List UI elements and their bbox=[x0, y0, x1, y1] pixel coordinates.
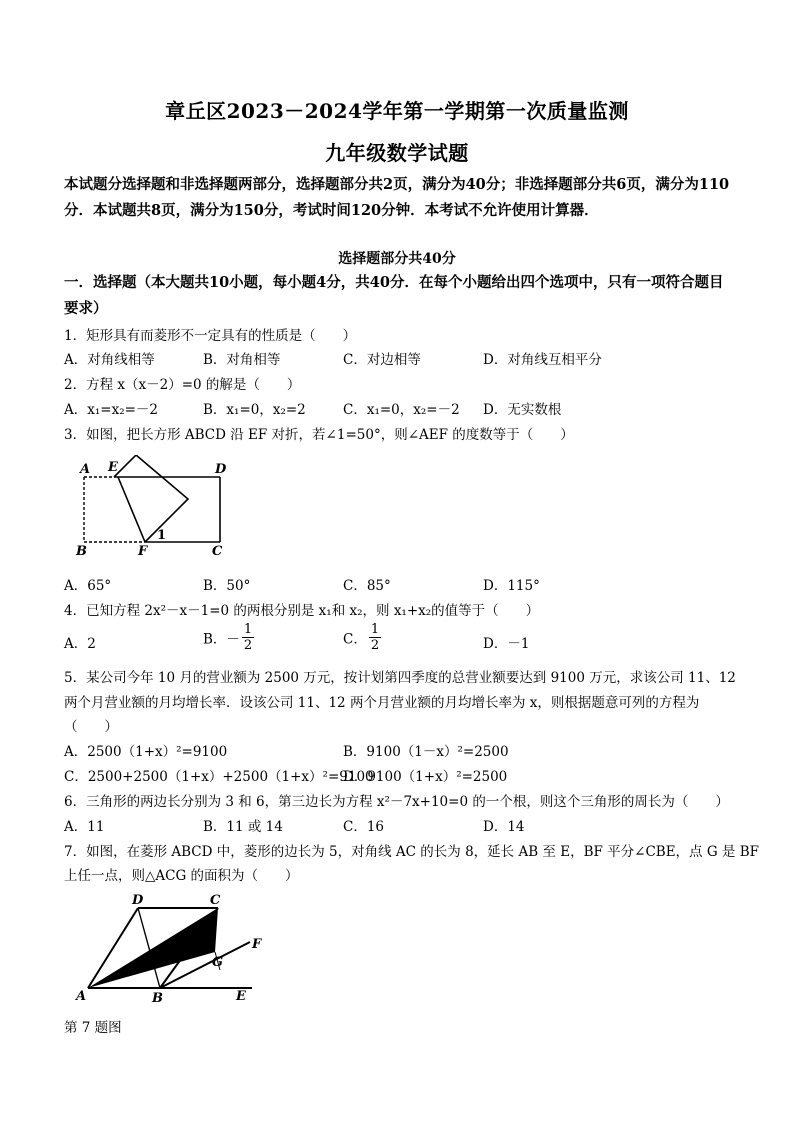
question-5-line-1: 5．某公司今年 10 月的营业额为 2500 万元，按计划第四季度的总营业额要达到 9100 万元，求该公司 11、12 bbox=[64, 670, 736, 686]
label-f: F bbox=[252, 937, 262, 952]
question-1-option-a: A．对角线相等 bbox=[64, 352, 155, 368]
label-d: D bbox=[215, 462, 227, 477]
label-e: E bbox=[236, 989, 246, 1004]
question-4-stem: 4．已知方程 2x²－x－1=0 的两根分别是 x₁和 x₂，则 x₁+x₂的值等于（ ） bbox=[64, 603, 540, 619]
label-c: C bbox=[210, 893, 221, 908]
fraction-numerator: 1 bbox=[243, 622, 253, 637]
label-e: E bbox=[108, 460, 118, 475]
triangle-acg bbox=[88, 908, 218, 988]
question-7-line-2: 上任一点，则△ACG 的面积为（ ） bbox=[64, 868, 299, 884]
section-heading: 选择题部分共40分 bbox=[338, 251, 456, 267]
fraction-denominator: 2 bbox=[243, 638, 253, 653]
label-c: C bbox=[212, 544, 223, 559]
label-b: B bbox=[152, 991, 163, 1006]
exam-instructions: 本试题分选择题和非选择题两部分，选择题部分共2页，满分为40分；非选择题部分共6页，满分为110分．本试题共8页，满分为150分，考试时间120分钟．本考试不允许使用计算器． bbox=[64, 176, 730, 219]
question-3-option-b: B．50° bbox=[203, 578, 251, 594]
question-3-option-a: A．65° bbox=[64, 578, 112, 594]
question-6-stem: 6．三角形的两边长分别为 3 和 6，第三边长为方程 x²－7x+10=0 的一个根，则这个三角形的周长为（ ） bbox=[64, 794, 729, 810]
question-5-line-3: （ ） bbox=[64, 719, 118, 735]
question-4-option-a: A．2 bbox=[64, 636, 96, 652]
exam-title: 章丘区2023－2024学年第一学期第一次质量监测 bbox=[165, 99, 629, 123]
question-1-option-b: B．对角相等 bbox=[203, 352, 281, 368]
question-5-option-a: A．2500（1+x）²=9100 bbox=[64, 744, 228, 760]
question-6-option-a: A．11 bbox=[64, 819, 105, 835]
fraction-denominator: 2 bbox=[370, 638, 380, 653]
label-angle-1: 1 bbox=[157, 528, 167, 543]
exam-subtitle: 九年级数学试题 bbox=[325, 141, 469, 165]
fold-line-ef bbox=[118, 477, 145, 542]
question-2-option-a: A．x₁=x₂=－2 bbox=[64, 402, 159, 418]
question-1-option-c: C．对边相等 bbox=[343, 352, 421, 368]
question-3-figure bbox=[70, 455, 240, 560]
question-4-option-d: D．－1 bbox=[483, 636, 530, 652]
question-6-option-b: B．11 或 14 bbox=[203, 819, 283, 835]
fraction-one-half bbox=[242, 622, 254, 653]
label-f: F bbox=[138, 544, 148, 559]
question-3-stem: 3．如图，把长方形 ABCD 沿 EF 对折，若∠1=50°，则∠AEF 的度数等于（ ） bbox=[64, 427, 574, 443]
question-5-option-c: C．2500+2500（1+x）+2500（1+x）²=9100 bbox=[64, 769, 374, 785]
question-7-caption: 第 7 题图 bbox=[64, 1020, 122, 1036]
question-4-option-c bbox=[343, 622, 383, 653]
label-a: A bbox=[76, 989, 87, 1004]
question-2-option-d: D．无实数根 bbox=[483, 402, 562, 418]
label-g: G bbox=[212, 955, 224, 970]
question-1-stem: 1．矩形具有而菱形不一定具有的性质是（ ） bbox=[64, 328, 357, 344]
question-7-figure bbox=[70, 890, 280, 1010]
question-5-option-d: D．9100（1+x）²=2500 bbox=[343, 769, 508, 785]
option-b-prefix: B．－ bbox=[203, 631, 240, 648]
section-one-heading: 一．选择题（本大题共10小题，每小题4分，共40分．在每个小题给出四个选项中，只有一项符合题目要求） bbox=[64, 274, 724, 317]
question-7-line-1: 7．如图，在菱形 ABCD 中，菱形的边长为 5，对角线 AC 的长为 8，延长 AB 至 E，BF 平分∠CBE，点 G 是 BF bbox=[64, 844, 760, 860]
question-2-option-c: C．x₁=0，x₂=－2 bbox=[343, 402, 460, 418]
label-d: D bbox=[132, 893, 144, 908]
question-5-option-b: B．9100（1－x）²=2500 bbox=[343, 744, 509, 760]
fraction-numerator: 1 bbox=[370, 622, 380, 637]
label-b: B bbox=[76, 544, 87, 559]
option-c-prefix: C． bbox=[343, 631, 367, 648]
question-6-option-d: D．14 bbox=[483, 819, 525, 835]
question-2-option-b: B．x₁=0，x₂=2 bbox=[203, 402, 306, 418]
fraction-one-half bbox=[369, 622, 381, 653]
label-a: A bbox=[80, 462, 91, 477]
question-5-line-2: 两个月营业额的月均增长率．设该公司 11、12 两个月营业额的月均增长率为 x，则根据题意可列的方程为 bbox=[64, 695, 700, 711]
question-2-stem: 2．方程 x（x－2）=0 的解是（ ） bbox=[64, 377, 301, 393]
question-3-option-d: D．115° bbox=[483, 578, 540, 594]
question-4-option-b bbox=[203, 622, 256, 653]
question-3-option-c: C．85° bbox=[343, 578, 391, 594]
folded-flap bbox=[114, 455, 188, 542]
question-1-option-d: D．对角线互相平分 bbox=[483, 352, 602, 368]
question-6-option-c: C．16 bbox=[343, 819, 385, 835]
